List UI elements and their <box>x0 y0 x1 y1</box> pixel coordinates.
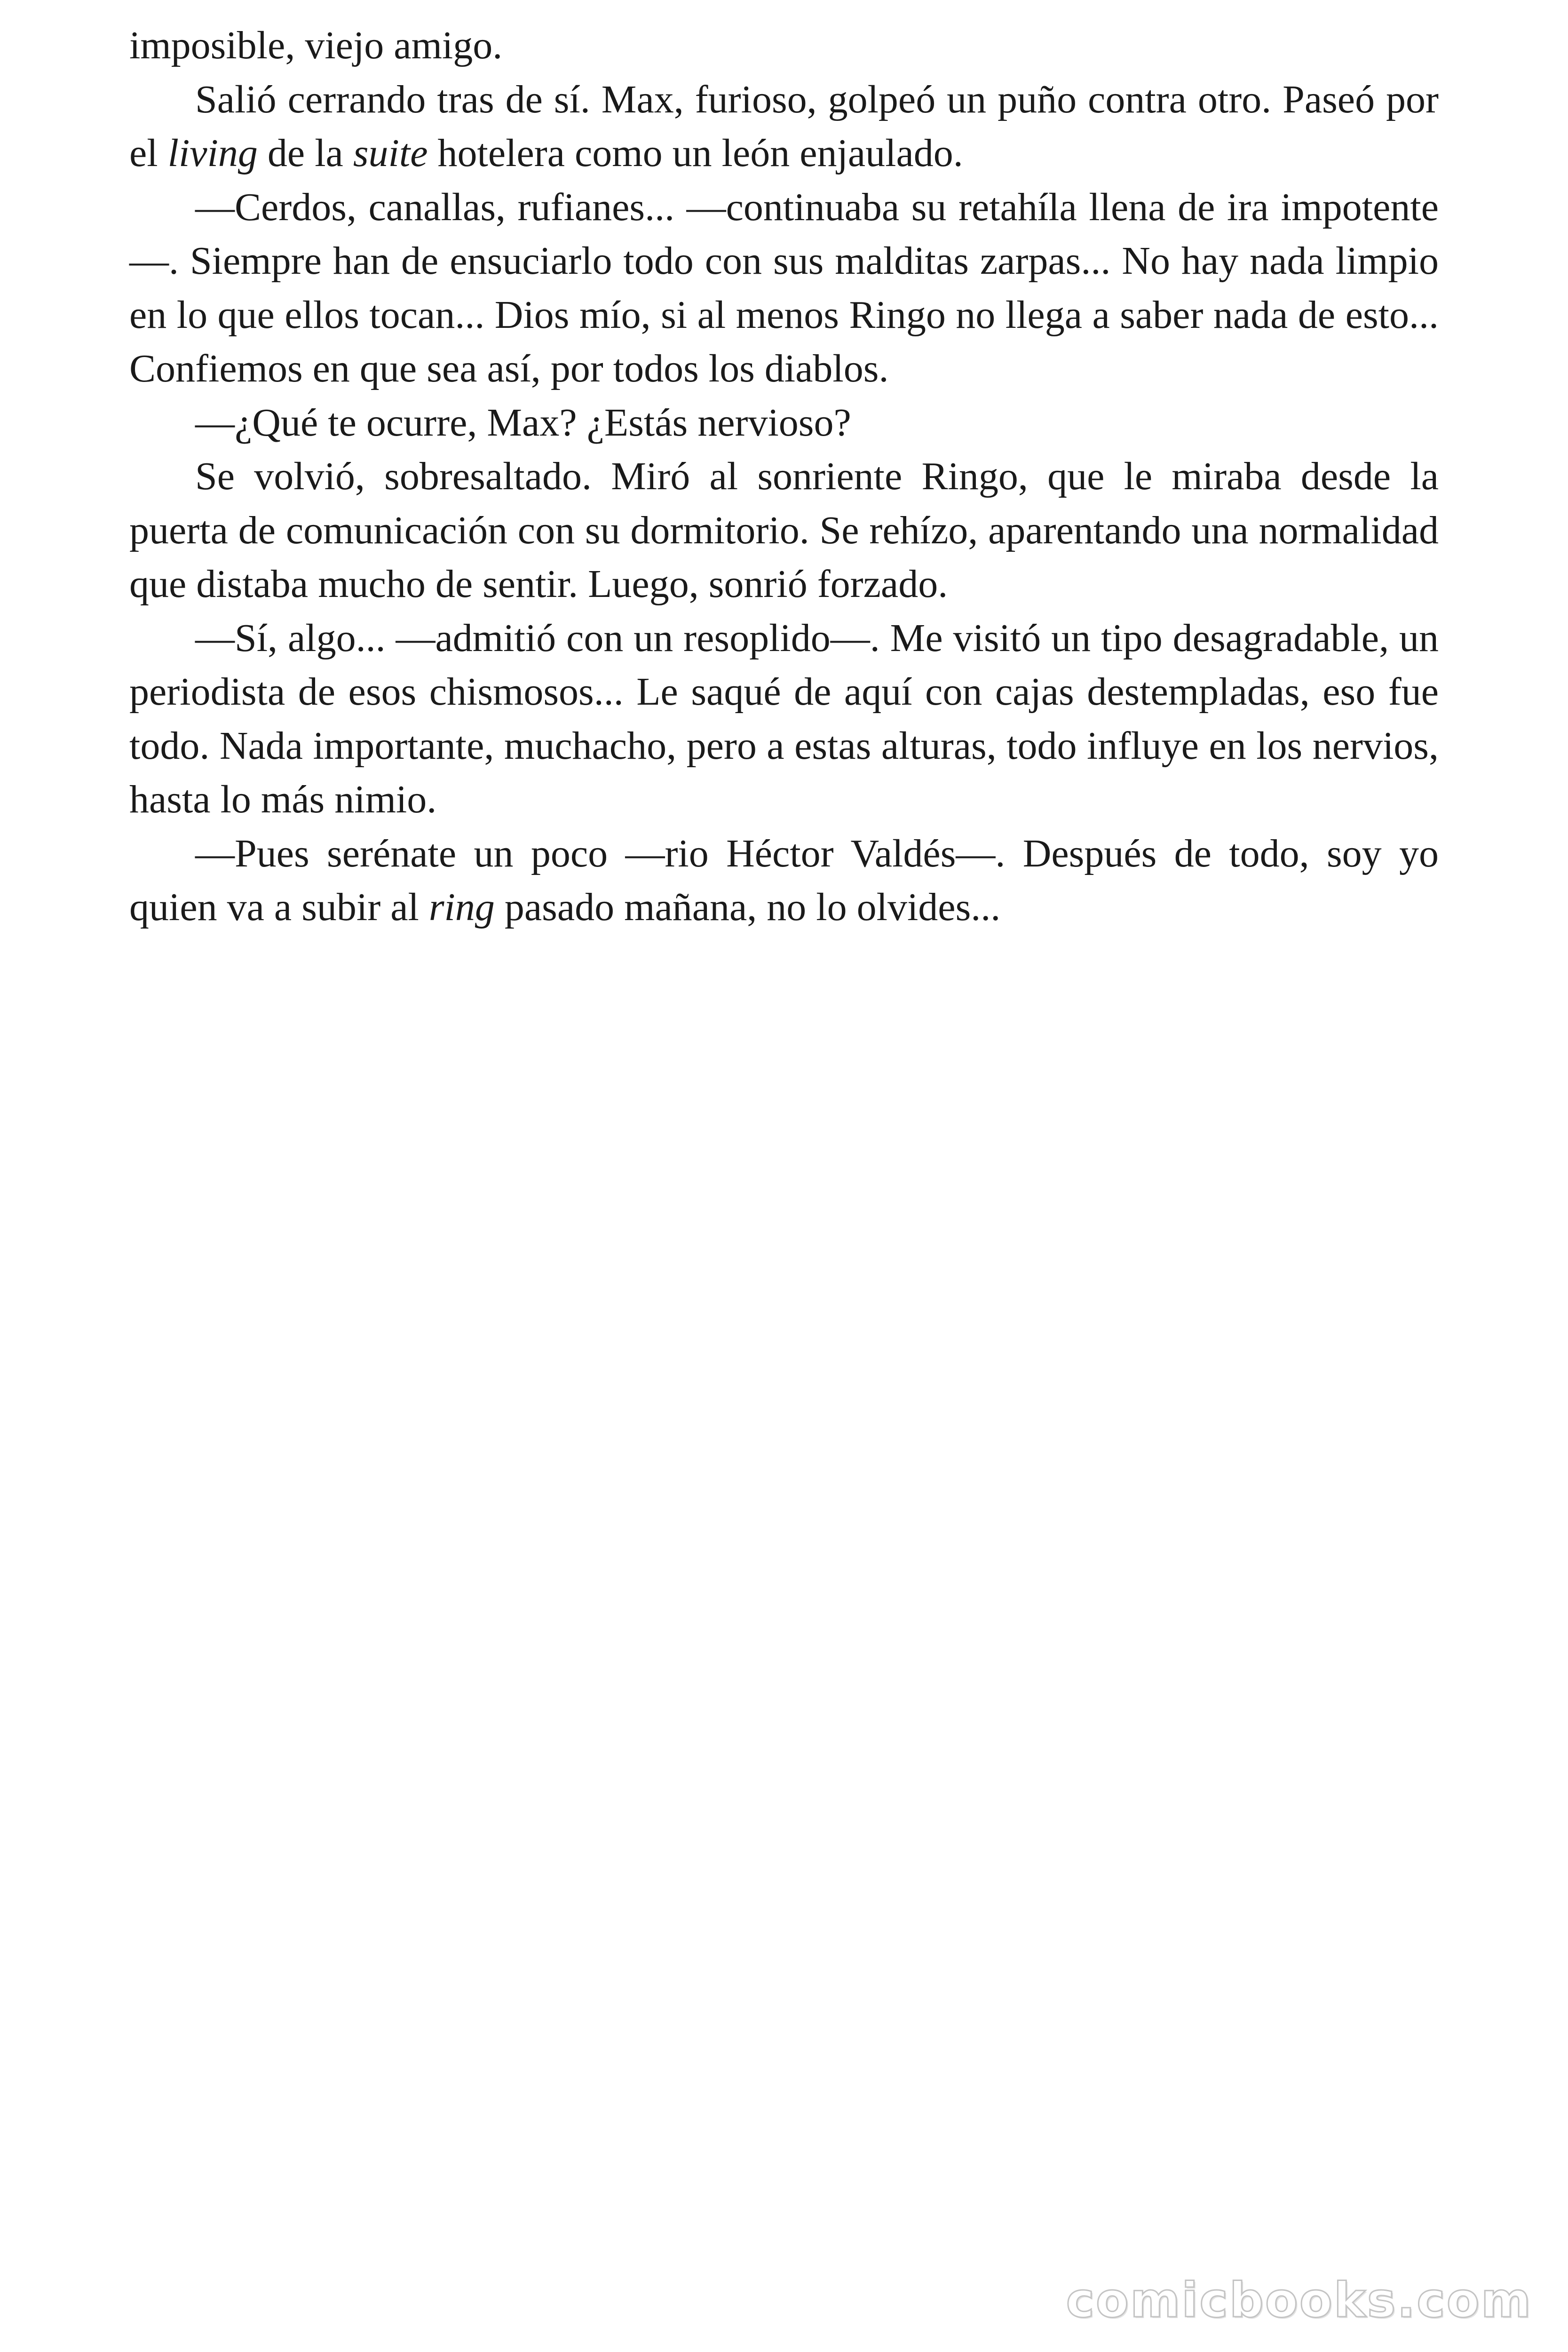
text-segment: —¿Qué te ocurre, Max? ¿Estás nervioso? <box>195 400 851 445</box>
paragraph-6 <box>129 612 1439 827</box>
text-segment: —Sí, algo... —admitió con un resoplido—. Me visitó un tipo desagradable, un periodista de esos chismosos... Le saqué de aquí con cajas destempladas, eso fue todo. Nada importante, muchacho, pero a estas alturas, todo influye en los nervios, hasta lo más nimio. <box>129 616 1439 821</box>
paragraph-2 <box>129 73 1439 181</box>
italic-term: living <box>167 131 258 175</box>
text-segment: imposible, viejo amigo. <box>129 24 503 67</box>
italic-term: ring <box>428 885 495 929</box>
book-page-text <box>129 19 1439 935</box>
text-segment: —Pues serénate un poco —rio Héctor Valdés—. Después de todo, soy yo quien va a subir al <box>129 831 1439 929</box>
paragraph-4 <box>129 396 1439 450</box>
paragraph-3 <box>129 181 1439 396</box>
text-segment: Se volvió, sobresaltado. Miró al sonriente Ringo, que le miraba desde la puerta de comunicación con su dormitorio. Se rehízo, aparentando una normalidad que distaba mucho de sentir. Luego, sonrió forzado. <box>129 454 1439 606</box>
text-segment: —Cerdos, canallas, rufianes... —continuaba su retahíla llena de ira impotente—. Siempre han de ensuciarlo todo con sus malditas zarpas... No hay nada limpio en lo que ellos tocan... Dios mío, si al menos Ringo no llega a saber nada de esto... Confiemos en que sea así, por todos los diablos. <box>129 185 1439 390</box>
watermark-logo: comicbooks.com <box>1066 2273 1532 2328</box>
paragraph-5 <box>129 450 1439 612</box>
paragraph-1 <box>129 19 1439 73</box>
italic-term: suite <box>353 131 428 175</box>
paragraph-7 <box>129 827 1439 935</box>
text-segment: pasado mañana, no lo olvides... <box>494 885 1001 929</box>
text-segment: de la <box>257 131 353 175</box>
text-segment: Salió cerrando tras de sí. Max, furioso, golpeó un puño contra otro. Paseó por el <box>129 77 1439 175</box>
text-segment: hotelera como un león enjaulado. <box>428 131 963 175</box>
